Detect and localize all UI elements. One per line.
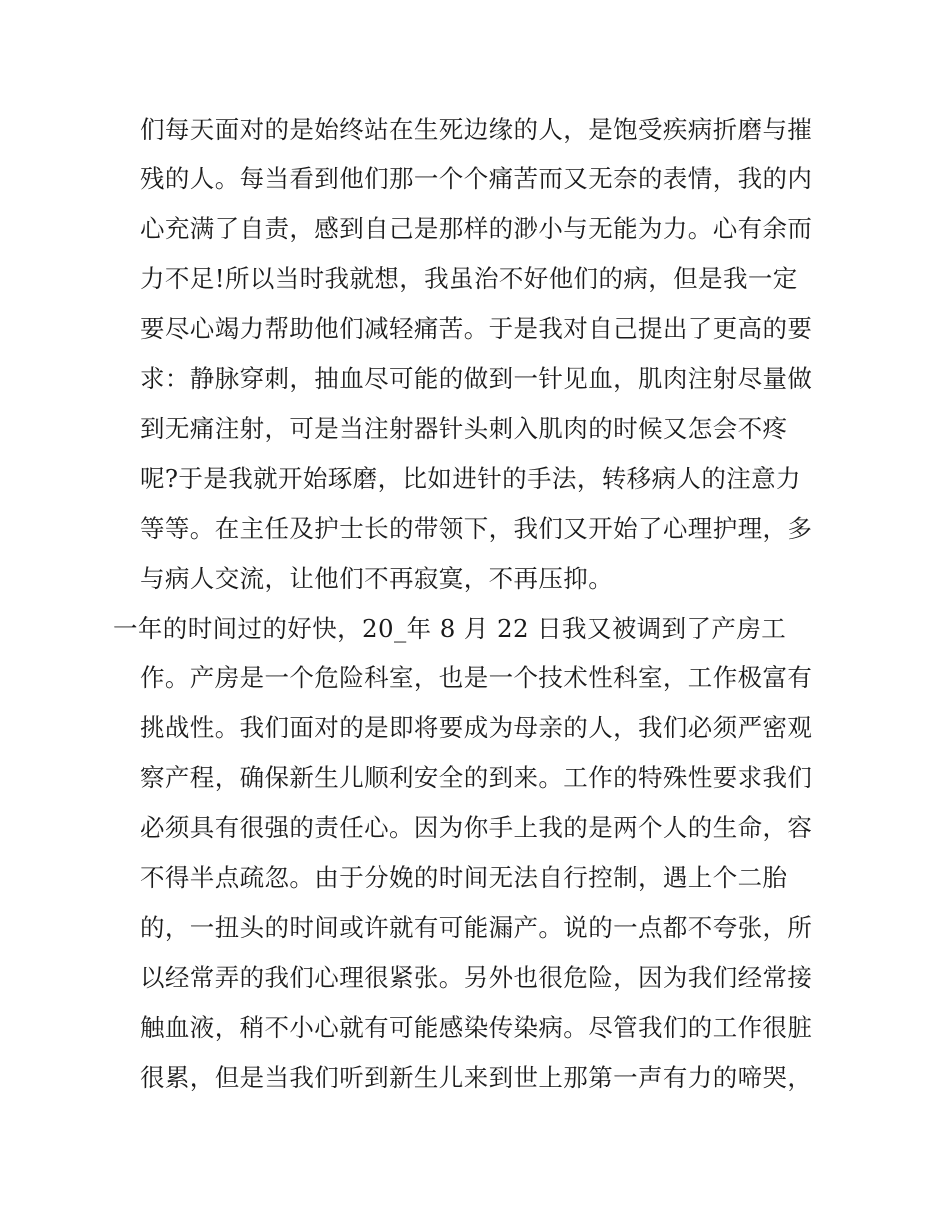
text-line: 力不足!所以当时我就想，我虽治不好他们的病，但是我一定 (140, 264, 798, 293)
text-line: 以经常弄的我们心理很紧张。另外也很危险，因为我们经常接 (140, 963, 813, 992)
text-line: 等等。在主任及护士长的带领下，我们又开始了心理护理，多 (140, 514, 813, 543)
text-line: 到无痛注射，可是当注射器针头刺入肌肉的时候又怎会不疼 (140, 414, 788, 443)
text-line: 与病人交流，让他们不再寂寞，不再压抑。 (140, 564, 614, 593)
text-line: 心充满了自责，感到自己是那样的渺小与无能为力。心有余而 (140, 214, 813, 243)
text-line: 要尽心竭力帮助他们减轻痛苦。于是我对自己提出了更高的要 (140, 314, 813, 343)
text-line: 残的人。每当看到他们那一个个痛苦而又无奈的表情，我的内 (140, 164, 813, 193)
text-line: 的，一扭头的时间或许就有可能漏产。说的一点都不夸张，所 (140, 913, 813, 942)
text-line: 很累，但是当我们听到新生儿来到世上那第一声有力的啼哭， (140, 1063, 813, 1092)
text-line: 必须具有很强的责任心。因为你手上我的是两个人的生命，容 (140, 813, 813, 842)
text-line: 一年的时间过的好快，20_年 8 月 22 日我又被调到了产房工 (113, 614, 787, 643)
text-line: 呢?于是我就开始琢磨，比如进针的手法，转移病人的注意力 (140, 464, 801, 493)
text-line: 触血液，稍不小心就有可能感染传染病。尽管我们的工作很脏 (140, 1013, 813, 1042)
text-line: 挑战性。我们面对的是即将要成为母亲的人，我们必须严密观 (140, 713, 813, 742)
text-line: 作。产房是一个危险科室，也是一个技术性科室，工作极富有 (140, 663, 813, 692)
text-line: 们每天面对的是始终站在生死边缘的人，是饱受疾病折磨与摧 (140, 115, 813, 144)
text-line: 求：静脉穿刺，抽血尽可能的做到一针见血，肌肉注射尽量做 (140, 364, 813, 393)
text-line: 察产程，确保新生儿顺利安全的到来。工作的特殊性要求我们 (140, 763, 813, 792)
text-line: 不得半点疏忽。由于分娩的时间无法自行控制，遇上个二胎 (140, 863, 788, 892)
